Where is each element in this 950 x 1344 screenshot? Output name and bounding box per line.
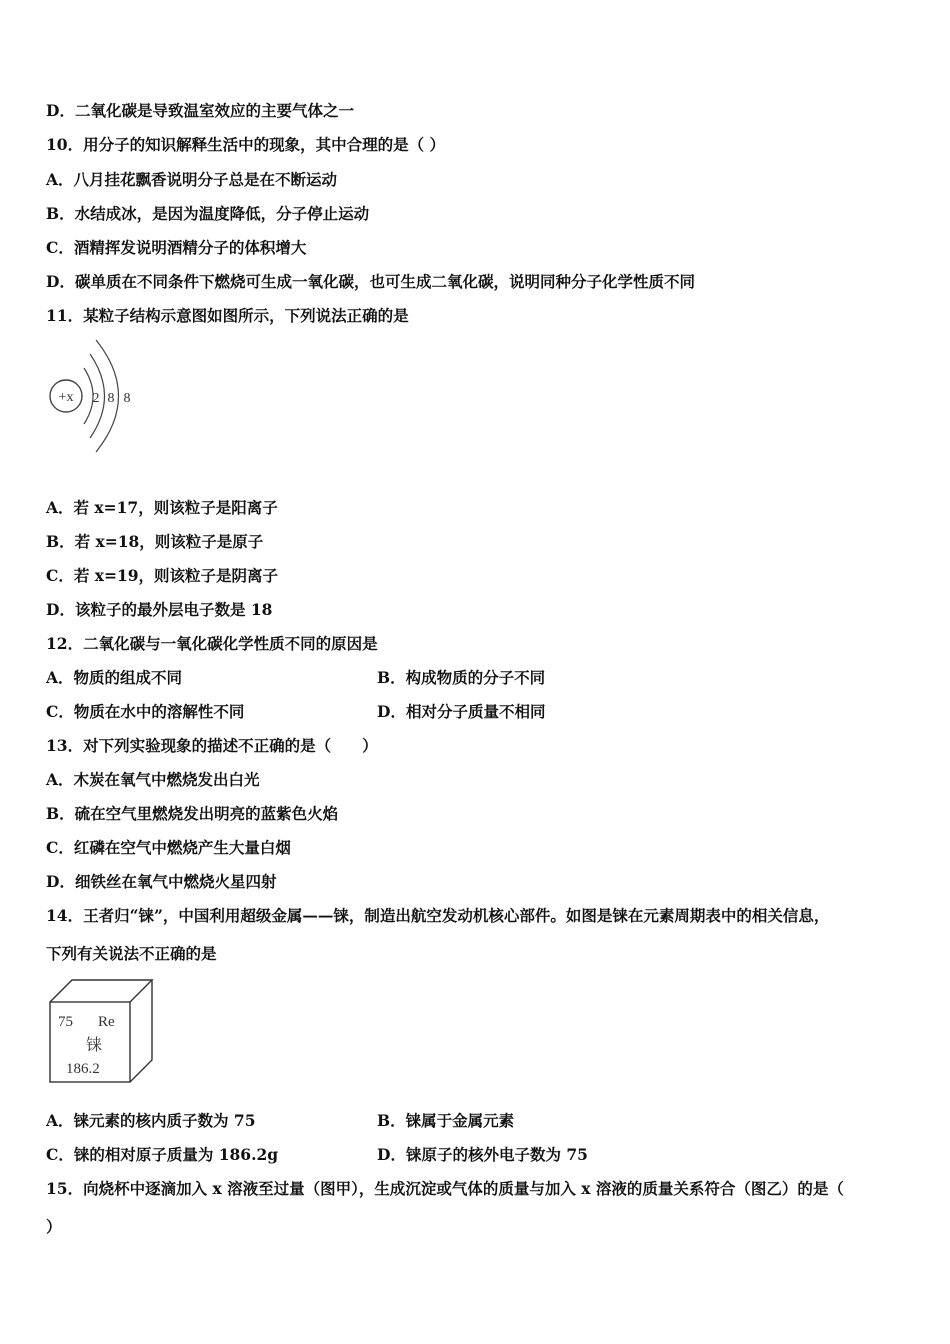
q14-option-c: C．铼的相对原子质量为 186.2g — [46, 1145, 279, 1164]
element-symbol: Re — [98, 1014, 115, 1030]
q13-option-b: B．硫在空气里燃烧发出明亮的蓝紫色火焰 — [46, 804, 339, 823]
q11-stem: 11．某粒子结构示意图如图所示，下列说法正确的是 — [46, 306, 409, 325]
q12-stem: 12．二氧化碳与一氧化碳化学性质不同的原因是 — [46, 634, 378, 653]
q9-option-d: D．二氧化碳是导致温室效应的主要气体之一 — [46, 101, 354, 120]
q11-option-b: B．若 x=18，则该粒子是原子 — [46, 532, 264, 551]
q13-stem: 13．对下列实验现象的描述不正确的是（ ） — [46, 736, 378, 755]
shell-3-electrons: 8 — [123, 391, 131, 406]
element-name: 铼 — [86, 1037, 103, 1054]
q10-option-b: B．水结成冰，是因为温度降低，分子停止运动 — [46, 204, 370, 223]
q10-option-a: A．八月挂花飘香说明分子总是在不断运动 — [46, 170, 338, 189]
atom-structure-diagram — [44, 336, 144, 458]
shell-1-electrons: 2 — [92, 391, 100, 406]
q14-stem-line1: 14．王者归“铼”，中国利用超级金属——铼，制造出航空发动机核心部件。如图是铼在元素周期表中的相关信息， — [46, 906, 830, 925]
atomic-mass: 186.2 — [66, 1061, 100, 1077]
element-cell-diagram — [46, 976, 158, 1086]
q15-stem-line1: 15．向烧杯中逐滴加入 x 溶液至过量（图甲），生成沉淀或气体的质量与加入 x 溶液的质量关系符合（图乙）的是（ — [46, 1179, 844, 1198]
q14-stem-line2: 下列有关说法不正确的是 — [46, 944, 217, 963]
q11-option-a: A．若 x=17，则该粒子是阳离子 — [46, 498, 278, 517]
shell-2-electrons: 8 — [107, 391, 115, 406]
q14-option-b: B．铼属于金属元素 — [377, 1111, 515, 1130]
nucleus-charge: +x — [58, 390, 74, 405]
q13-option-d: D．细铁丝在氧气中燃烧火星四射 — [46, 872, 277, 891]
cell-top-face — [50, 980, 152, 1002]
q10-option-c: C．酒精挥发说明酒精分子的体积增大 — [46, 238, 307, 257]
q14-option-d: D．铼原子的核外电子数为 75 — [377, 1145, 588, 1164]
cell-side-face — [130, 980, 152, 1082]
q14-option-a: A．铼元素的核内质子数为 75 — [46, 1111, 256, 1130]
atomic-number: 75 — [58, 1014, 73, 1030]
q12-option-d: D．相对分子质量不相同 — [377, 702, 546, 721]
q12-option-c: C．物质在水中的溶解性不同 — [46, 702, 245, 721]
q12-option-a: A．物质的组成不同 — [46, 668, 183, 687]
q11-option-c: C．若 x=19，则该粒子是阴离子 — [46, 566, 279, 585]
q12-option-b: B．构成物质的分子不同 — [377, 668, 546, 687]
q13-option-a: A．木炭在氧气中燃烧发出白光 — [46, 770, 260, 789]
q10-stem: 10．用分子的知识解释生活中的现象，其中合理的是（ ） — [46, 135, 445, 154]
q15-stem-line2: ） — [46, 1217, 62, 1236]
q11-option-d: D．该粒子的最外层电子数是 18 — [46, 600, 273, 619]
q13-option-c: C．红磷在空气中燃烧产生大量白烟 — [46, 838, 291, 857]
q10-option-d: D．碳单质在不同条件下燃烧可生成一氧化碳，也可生成二氧化碳，说明同种分子化学性质不同 — [46, 272, 695, 291]
